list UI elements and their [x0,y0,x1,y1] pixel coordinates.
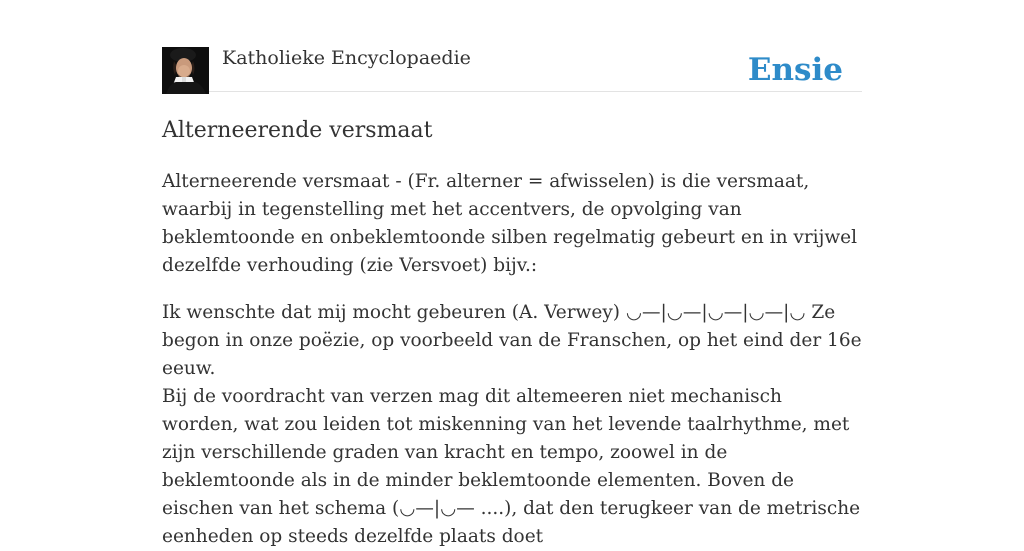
portrait-graphic [162,47,209,94]
ensie-logo[interactable]: Ensie [747,52,843,88]
article-paragraph: Bij de voordracht van verzen mag dit altemeeren niet mechanisch worden, wat zou leiden tot miskenning van het levende taalrhythme, met zijn verschillende graden van kracht en tempo, zoowel in de beklemtoonde als in de minder beklemtoonde elementen. Boven de eischen van het schema (◡—|◡— ....), dat den terugkeer van de metrische eenheden op steeds dezelfde plaats doet [162,386,861,547]
article-title: Alterneerende versmaat [162,118,433,143]
article-paragraph: Alterneerende versmaat - (Fr. alterner = afwisselen) is die versmaat, waarbij in tegenstelling met het accentvers, de opvolging van beklemtoonde en onbeklemtoonde silben regelmatig gebeurt en in vrijwel dezelfde verhouding (zie Versvoet) bijv.: [162,171,858,276]
article-paragraph: Ik wenschte dat mij mocht gebeuren (A. Verwey) ◡—|◡—|◡—|◡—|◡ Ze begon in onze poëzie, op voorbeeld van de Franschen, op het eind der 16e eeuw. [162,302,862,379]
portrait-avatar-icon[interactable] [162,47,209,94]
site-header [162,44,862,92]
site-name[interactable]: Katholieke Encyclopaedie [222,47,471,69]
